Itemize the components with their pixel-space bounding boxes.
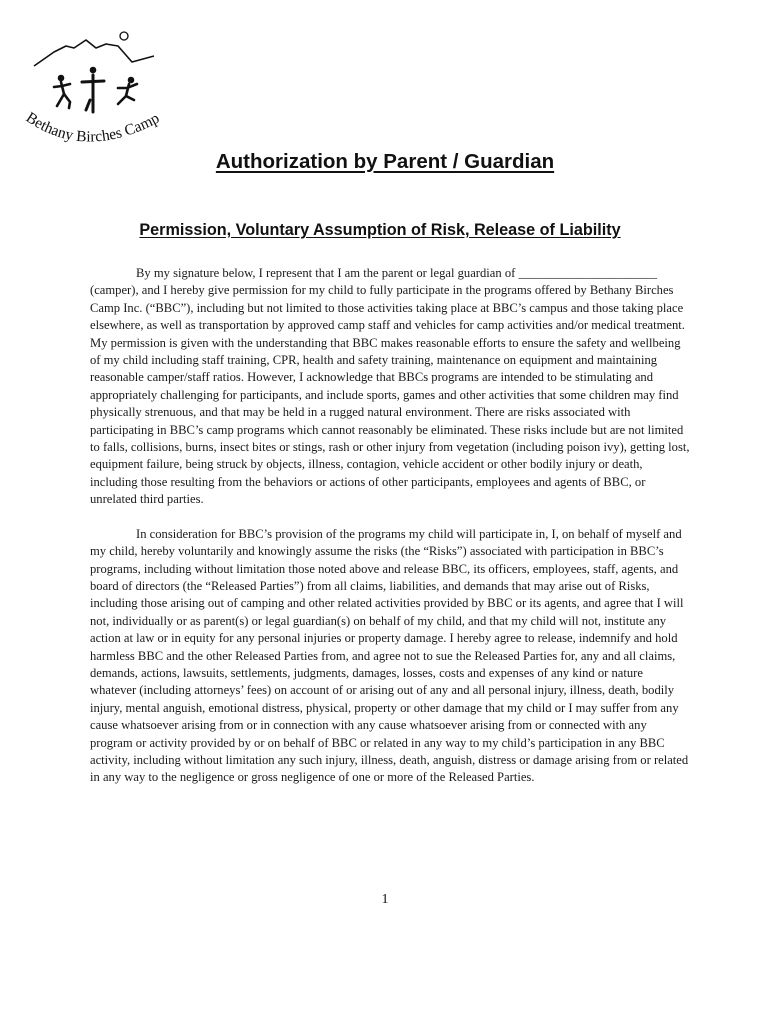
sun-icon [120,32,128,40]
child-figure-icon [118,77,137,104]
child-figure-icon [54,75,70,108]
mountain-icon [34,40,154,66]
document-title: Authorization by Parent / Guardian [215,150,555,173]
logo-text: Bethany Birches Camp [22,109,163,146]
page-number: 1 [381,892,389,907]
release-paragraph: In consideration for BBC’s provision of the programs my child will participate in, I, on behalf of myself and my child, hereby voluntarily and knowingly assume the risks (the “Risks”) associated with participation in BBC’s programs, including without limitation those noted above and release BBC, its officers, employees, staff, agents, and board of directors (the “Released Parties”) from all claims, liabilities, and demands that may arise out of Risks, including those arising out of camping and other related activities provided by BBC or its agents, and agree that I will not, individually or as parent(s) or legal guardian(s) on behalf of my child, and that my child will not, institute any action at law or in equity for any personal injuries or property damage. I hereby agree to release, indemnify and hold harmless BBC and the other Released Parties from, and agree not to sue the Released Parties for, any and all claims, demands, actions, lawsuits, settlements, judgments, damages, losses, costs and expenses of any kind or nature whatever (including attorneys’ fees) on account of or arising out of any and all personal injury, illness, death, bodily injury, mental anguish, emotional distress, physical, property or other damage that my child or I may suffer from any cause whatsoever arising from or in connection with any cause whatsoever arising from or connected with any program or activity provided by or on behalf of BBC or related in any way to my child’s participation in any BBC activity, including without limitation any such injury, illness, death, anguish, distress or damage arising from or related in any way to the negligence or gross negligence of one or more of the Released Parties. [90,526,689,785]
document-body [90,265,690,787]
cross-figure-icon [82,67,104,112]
camp-logo [14,26,178,154]
camp-logo-graphic [14,26,178,154]
authorization-paragraph: By my signature below, I represent that I am the parent or legal guardian of ______________________ (camper), and I hereby give permission for my child to fully participate in the programs offered by Bethany Birches Camp Inc. (“BBC”), including but not limited to those activities taking place at BBC’s campus and those taking place elsewhere, as well as transportation by approved camp staff and vehicles for camp activities and/or medical treatment. My permission is given with the understanding that BBC makes reasonable efforts to ensure the safety and wellbeing of my child including staff training, CPR, health and safety training, maintenance on equipment and maintaining reasonable camper/staff ratios. However, I acknowledge that BBCs programs are intended to be stimulating and appropriately challenging for participants, and include sports, games and other activities that some children may find physically strenuous, and that may be held in a rugged natural environment. There are risks associated with participating in BBC’s camp programs which cannot reasonably be eliminated. These risks include but are not limited to falls, collisions, burns, insect bites or stings, rash or other injury from vegetation (including poison ivy), getting lost, equipment failure, being struck by objects, illness, contagion, vehicle accident or other bodily injury or death, including those resulting from the behaviors or actions of other participants, employees and agents of BBC, or unrelated third parties. [90,266,690,507]
document-subtitle: Permission, Voluntary Assumption of Risk, Release of Liability [139,221,621,239]
